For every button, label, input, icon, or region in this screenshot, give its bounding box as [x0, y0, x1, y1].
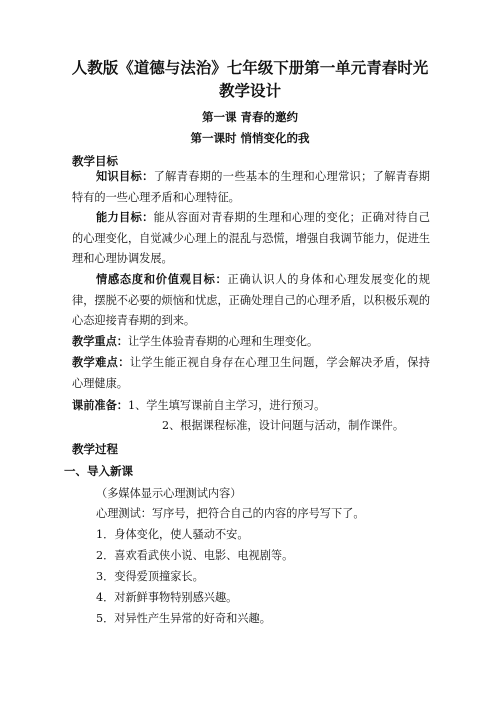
period-title: 第一课时 悄悄变化的我	[190, 131, 310, 145]
test-item: 2．喜欢看武侠小说、电影、电视剧等。	[96, 549, 294, 562]
test-item: 4．对新鲜事物特别感兴趣。	[96, 591, 238, 604]
document-title-line1: 人教版《道德与法治》七年级下册第一单元青春时光	[71, 59, 429, 77]
goals-heading: 教学目标	[72, 154, 118, 168]
key-point-label: 教学重点：	[72, 335, 128, 348]
difficult-point-text: 让学生能正视自身存在心理卫生问题，学会解决矛盾，保持心理健康。	[72, 356, 430, 390]
emotion-goal-text: 正确认识人的身体和心理发展变化的规律，摆脱不必要的烦恼和忧虑，正确处理自己的心理矛盾，以积极乐观的心态迎接青春期的到来。	[72, 273, 431, 327]
key-point-text: 让学生体验青春期的心理和生理变化。	[127, 335, 319, 348]
process-heading: 教学过程	[72, 442, 118, 456]
knowledge-goal-label: 知识目标：	[96, 170, 154, 183]
lesson-title: 第一课 青春的邀约	[201, 110, 298, 124]
ability-goal-label: 能力目标：	[96, 211, 154, 224]
section1-heading: 一、导入新课	[64, 464, 133, 478]
media-note: （多媒体显示心理测试内容）	[96, 487, 242, 500]
test-item: 1．身体变化，使人骚动不安。	[96, 528, 249, 541]
test-item: 3．变得爱顶撞家长。	[96, 570, 204, 583]
difficult-point-label: 教学难点：	[72, 356, 130, 369]
test-item: 5．对异性产生异常的好奇和兴趣。	[96, 612, 271, 625]
prep-line-1	[72, 397, 325, 413]
ability-goal-text: 能从容面对青春期的生理和心理的变化；正确对待自己的心理变化，自觉减少心理上的混乱与恐慌，增强自我调节能力，促进生理和心理协调发展。	[72, 211, 431, 265]
test-intro: 心理测试：写序号，把符合自己的内容的序号写下了。	[96, 507, 365, 520]
prep-item-2: 2、根据课程标准，设计问题与活动，制作课件。	[162, 419, 405, 432]
emotion-goal-label: 情感态度和价值观目标：	[96, 273, 228, 286]
emotion-goal	[72, 270, 430, 332]
knowledge-goal	[72, 167, 430, 208]
ability-goal	[72, 208, 430, 270]
key-point	[72, 332, 430, 353]
document-title-line2: 教学设计	[218, 82, 281, 100]
difficult-point	[72, 353, 430, 394]
knowledge-goal-text: 了解青春期的一些基本的生理和心理常识；了解青春期特有的一些心理矛盾和心理特征。	[72, 170, 430, 204]
prep-item-1: 1、学生填写课前自主学习，进行预习。	[127, 399, 326, 412]
prep-label: 课前准备：	[72, 399, 128, 412]
